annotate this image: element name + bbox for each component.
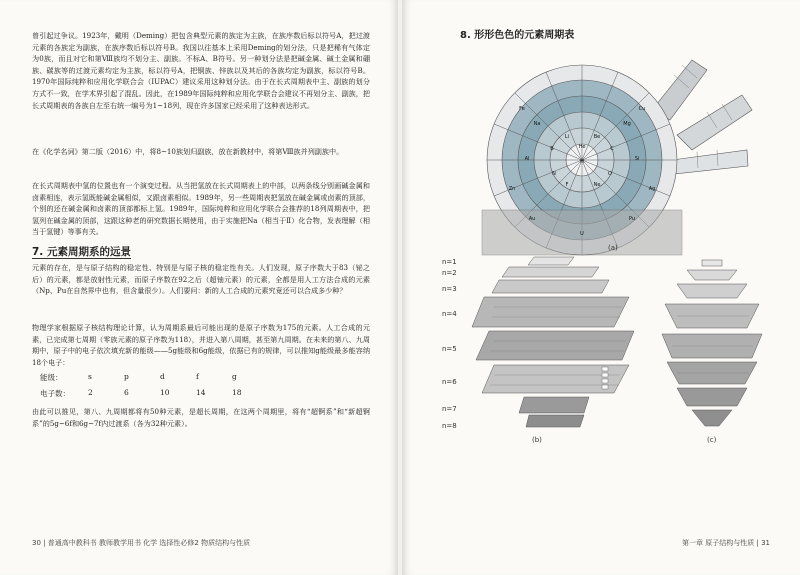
electron-val-3: 10: [160, 388, 170, 397]
wheel-label-be: Be: [593, 134, 601, 140]
paragraph-4: 元素的存在，是与原子结构的稳定性、特别是与原子核的稳定性有关。人们发现，原子序数大于83（铋之后）的元素，都是放射性元素，而原子序数在92之后（超铀元素）的元素，全都是用人工方法合成的元素（Np、Pu在自然界中也有，但含量很少）。人们要问：新的人工合成的元素究竟还可以合成多少种？: [32, 263, 370, 296]
row-label-3: n=3: [442, 285, 457, 293]
caption-c: (c): [707, 436, 717, 444]
caption-a: (a): [608, 244, 618, 252]
spiral-periodic-table: [442, 40, 772, 260]
wheel-label-he: He: [578, 144, 586, 150]
electron-val-1: 2: [88, 388, 93, 397]
left-page: [0, 0, 398, 575]
wheel-label-al: Al: [524, 156, 530, 162]
paragraph-5: 物理学家根据原子核结构理论计算，认为周期系最后可能出现的是原子序数为175的元素。人工合成的元素，已完成第七周期（零族元素的原子序数为118），并进入第八周期，甚至第九周期。在未来的第八、九周期中，原子中的电子依次填充新的能级——5g能级和6g能级，依据已有的规律，可以推知g能级最多能容纳18个电子：: [32, 323, 370, 367]
row-label-2: n=2: [442, 269, 457, 277]
wheel-label-li: Li: [564, 134, 570, 140]
level-head-1: s: [88, 372, 92, 381]
paragraph-6: 由此可以推见，第八、九周期都将有50种元素，是超长周期，在这两个周期里，将有“超锕系”和“新超锕系”的5g~6f和6g~7f内过渡系（各为32种元素）。: [32, 407, 370, 428]
wheel-label-u: U: [580, 231, 584, 237]
wheel-label-na: Na: [533, 121, 541, 127]
wheel-label-f: F: [565, 182, 569, 188]
left-footer: 30 | 普通高中教科书 教师教学用书 化学 选择性必修2 物质结构与性质: [32, 539, 251, 547]
level-head-5: g: [232, 372, 237, 381]
level-head-2: p: [124, 372, 129, 381]
level-row: [40, 372, 268, 383]
wheel-label-c: C: [610, 146, 614, 152]
row-label-7: n=7: [442, 405, 457, 413]
row-label-1: n=1: [442, 258, 457, 266]
wheel-label-ne: Ne: [593, 182, 601, 188]
figure-title: 8. 形形色色的元素周期表: [460, 30, 575, 41]
electron-val-5: 18: [232, 388, 242, 397]
section-title-text: 7. 元素周期系的远景: [32, 246, 131, 258]
wheel-label-ag: Ag: [648, 186, 656, 192]
wheel-label-si: Si: [634, 156, 640, 162]
wheel-label-o: O: [608, 171, 612, 177]
row-label-5: n=5: [442, 345, 457, 353]
wheel-label-zn: Zn: [508, 186, 516, 192]
diamond-periodic-table: [464, 255, 644, 430]
wheel-label-fe: Fe: [519, 106, 525, 112]
wheel-label-mg: Mg: [623, 121, 631, 127]
row-label-4: n=4: [442, 310, 457, 318]
right-page: [402, 0, 800, 575]
electron-val-2: 6: [124, 388, 129, 397]
wheel-label-b: B: [550, 146, 554, 152]
paragraph-2: 在《化学名词》第二版（2016）中，将8~10族划归副族，放在新教材中，将第Ⅷ族并列副族中。: [32, 147, 344, 156]
wheel-label-pu: Pu: [628, 216, 636, 222]
electron-row: [40, 388, 268, 399]
paragraph-1: 曾引起过争议。1923年，戴明（Deming）把包含典型元素的族定为主族，在族序数后标以符号A，把过渡元素的各族定为副族，在族序数后标以符号B。我国以往基本上采用Deming的划分法，只是把稀有气体定为0族，而且对它和第Ⅷ族均不划分主、副族。不标A、B符号。另一种划分法是把碱金属、碱土金属和硼族、碳族等的过渡元素均定为主族，标以符号A，把铜族、锌族以及其后的各族均定为副族，标以符号B。1970年国际纯粹和应用化学联合会（IUPAC）建议采用这种划分法。由于在长式周期表中主、副族的划分方式不一致，在学术界引起了混乱。因此，在1989年国际纯粹和应用化学联合会建议不再划分主、副族，把长式周期表的各族自左至右统一编号为1~18列，现在许多国家已经采用了这种表达形式。: [32, 31, 370, 110]
right-footer: 第一章 原子结构与性质 | 31: [682, 539, 770, 547]
level-head-0: 能级：: [40, 373, 63, 382]
section-title: [32, 244, 131, 259]
paragraph-3: 在长式周期表中氢的位置也有一个演变过程。从当把氢放在长式周期表上的中部，以两条线分别画碱金属和卤素相连，表示氢既能碱金属相似，又跟卤素相似。1989年，另一些周期表把氢放在碱金属或卤素的顶部，个别的还在碱金属和卤素的顶部都标上氢。1989年，国际纯粹和应用化学联合会推荐的18列周期表中，把氢列在碱金属的顶部，这跟这种老的研究数据长期使用，由于实施把Na（相当于Ⅱ）化合物，发表理解（相当于氢键）等事有关。: [32, 181, 370, 237]
level-head-4: f: [196, 372, 199, 381]
wheel-label-cu: Cu: [638, 106, 646, 112]
wheel-label-h: H: [580, 159, 584, 165]
wheel-label-au: Au: [528, 216, 536, 222]
caption-b: (b): [532, 436, 542, 444]
electron-head-0: 电子数：: [40, 389, 70, 398]
triangle-periodic-table: [657, 258, 767, 433]
wheel-label-n: N: [552, 171, 556, 177]
row-label-8: n=8: [442, 422, 457, 430]
level-head-3: d: [160, 372, 165, 381]
electron-val-4: 14: [196, 388, 206, 397]
row-label-6: n=6: [442, 378, 457, 386]
